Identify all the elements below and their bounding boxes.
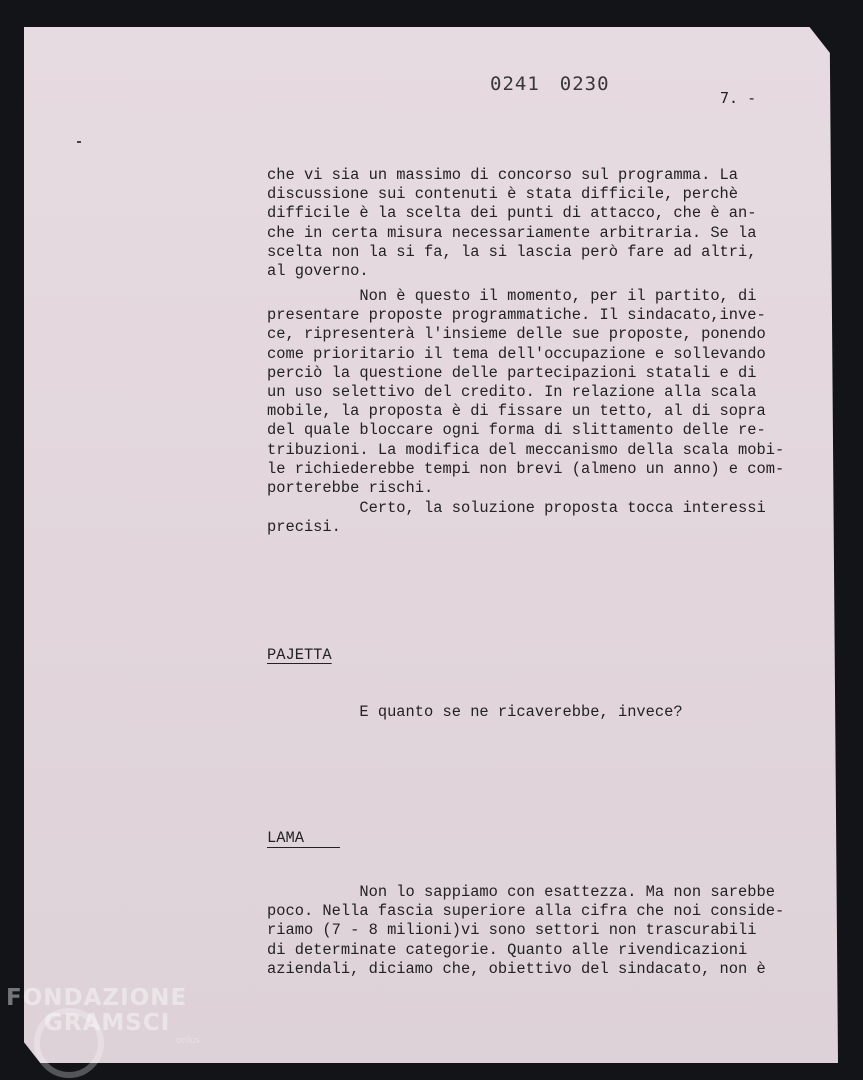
archive-code-b: 0230 <box>559 73 610 95</box>
speaker-lama: LAMA <box>267 829 340 848</box>
paragraph-1: che vi sia un massimo di concorso sul programma. La discussione sui contenuti è stata difficile, perchè difficile è la scelta dei punti di attacco, che è an- che in certa misura necessariamente arbitraria. Se la scelta non la si fa, la si lascia però fare ad altri, al governo. <box>267 166 757 281</box>
paragraph-4: E quanto se ne ricaverebbe, invece? <box>267 703 683 721</box>
archive-code-a: 0241 <box>490 73 540 95</box>
watermark-line-2: GRAMSCI <box>44 1010 171 1036</box>
paragraph-5: Non lo sappiamo con esattezza. Ma non sarebbe poco. Nella fascia superiore alla cifra che noi conside- riamo (7 - 8 milioni)vi sono settori non trascurabili di determinate categorie. Quanto alle rivendicazioni aziendali, diciamo che, obiettivo del sindacato, non è <box>267 883 785 978</box>
watermark-logo <box>6 987 200 1046</box>
watermark-line-3: onlus <box>176 1036 201 1046</box>
watermark-line-1: FONDAZIONE <box>6 985 188 1011</box>
paragraph-2: Non è questo il momento, per il partito, di presentare proposte programmatiche. Il sindacato,inve- ce, ripresenterà l'insieme delle sue proposte, ponendo come prioritario il tema dell'occupazione e sollevando perciò la questione delle partecipazioni statali e di un uso selettivo del credito. In relazione alla scala mobile, la proposta è di fissare un tetto, al di sopra del quale bloccare ogni forma di slittamento delle re- tribuzioni. La modifica del meccanismo della scala mobi- le richiederebbe tempi non brevi (almeno un anno) e com- porterebbe rischi. <box>267 287 785 498</box>
stray-mark <box>77 141 81 143</box>
archive-code <box>490 73 610 95</box>
speaker-pajetta: PAJETTA <box>267 646 332 664</box>
page-number: 7. - <box>720 89 757 107</box>
paragraph-3: Certo, la soluzione proposta tocca interessi precisi. <box>267 499 766 537</box>
